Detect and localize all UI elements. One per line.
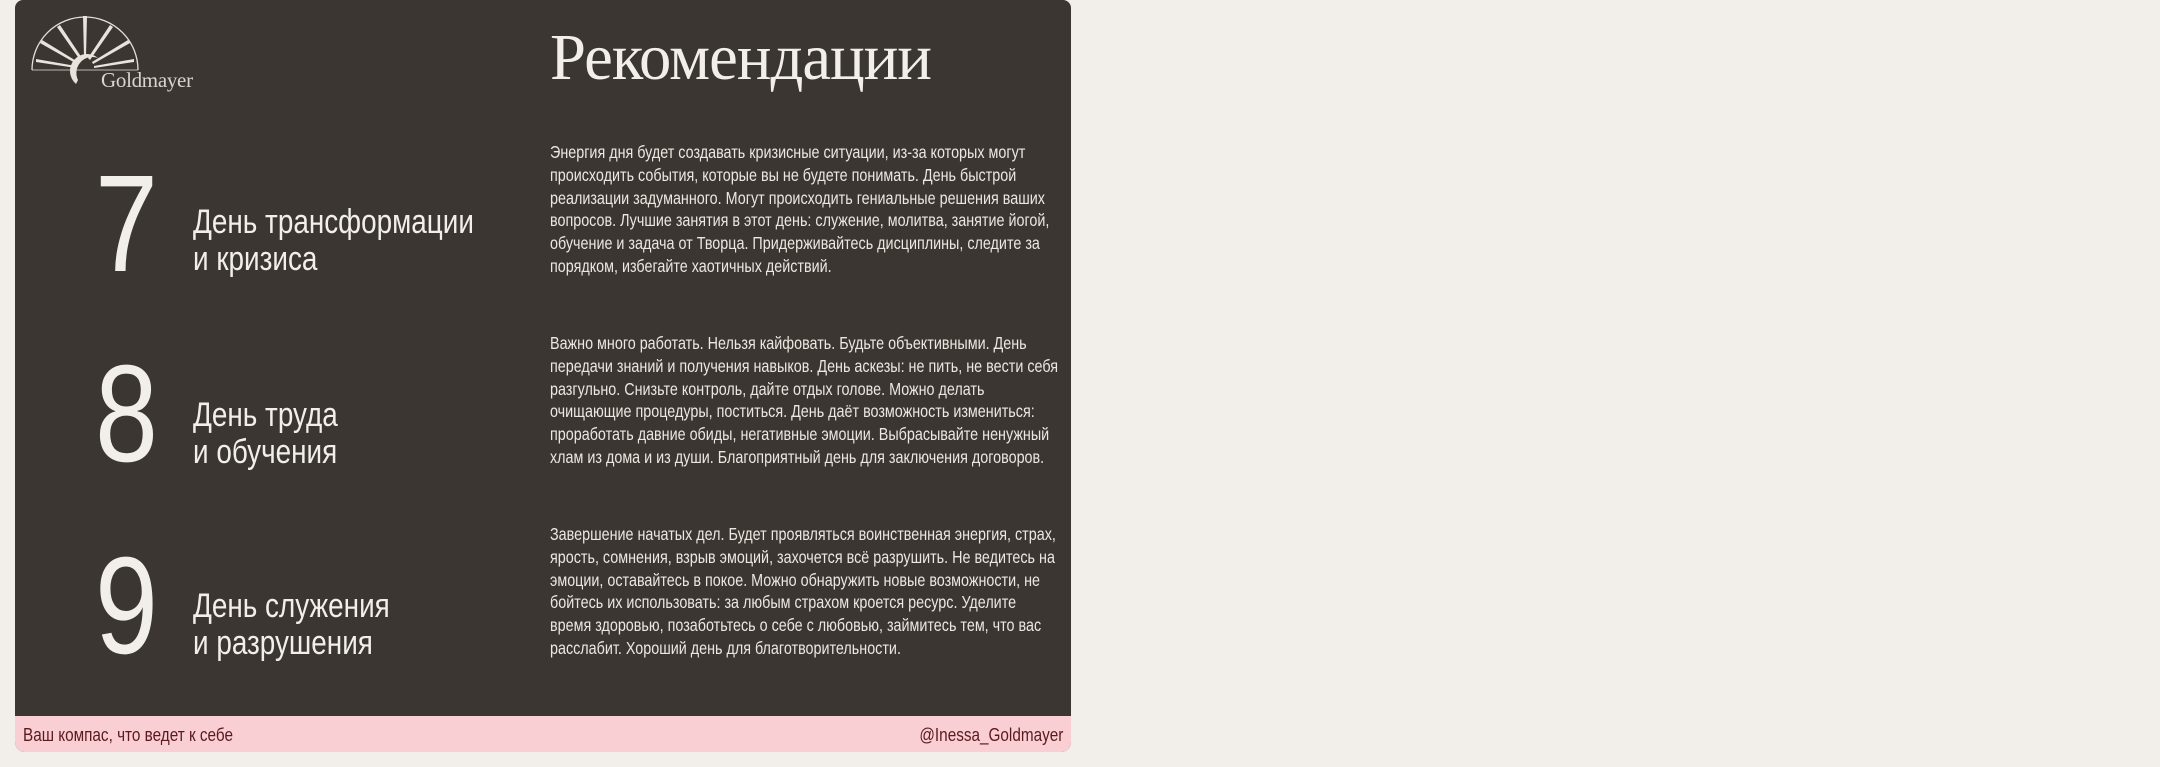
day-number: 9	[95, 529, 158, 683]
footer-bar	[15, 716, 1071, 752]
day-number: 7	[95, 147, 158, 301]
brand-name: Goldmayer	[101, 68, 193, 92]
day-description: Важно много работать. Нельзя кайфовать. Будьте объективными. День передачи знаний и получения навыков. День аскезы: не пить, не вести себя разгульно. Снизьте контроль, дайте отдых голове. Можно делать очищающие процедуры, поститься. День даёт возможность измениться: проработать давние обиды, негативные эмоции. Выбрасывайте ненужный хлам из дома и из души. Благоприятный день для заключения договоров.	[550, 333, 1059, 467]
day-description: Энергия дня будет создавать кризисные ситуации, из-за которых могут происходить события, которые вы не будете понимать. День быстрой реализации задуманного. Могут происходить гениальные решения ваших вопросов. Лучшие занятия в этот день: служение, молитва, занятие йогой, обучение и задача от Творца. Придерживайтесь дисциплины, следите за порядком, избегайте хаотичных действий.	[550, 142, 1050, 276]
day-heading: День труда и обучения	[193, 396, 338, 471]
recommendations-card	[15, 0, 1071, 752]
footer-tagline: Ваш компас, что ведет к себе	[23, 725, 234, 745]
footer-handle[interactable]: @Inessa_Goldmayer	[919, 725, 1063, 745]
page-title: Рекомендации	[550, 21, 932, 94]
day-number: 8	[95, 337, 158, 491]
brand-logo	[30, 12, 193, 92]
day-description: Завершение начатых дел. Будет проявляться воинственная энергия, страх, ярость, сомнения, взрыв эмоций, захочется всё разрушить. Не ведитесь на эмоции, оставайтесь в покое. Можно обнаружить новые возможности, не бойтесь их использовать: за любым страхом кроется ресурс. Уделите время здоровью, позаботьтесь о себе с любовью, займитесь тем, что вас расслабит. Хороший день для благотворительности.	[550, 524, 1056, 658]
day-heading: День служения и разрушения	[193, 587, 390, 662]
day-heading: День трансформации и кризиса	[193, 203, 474, 278]
